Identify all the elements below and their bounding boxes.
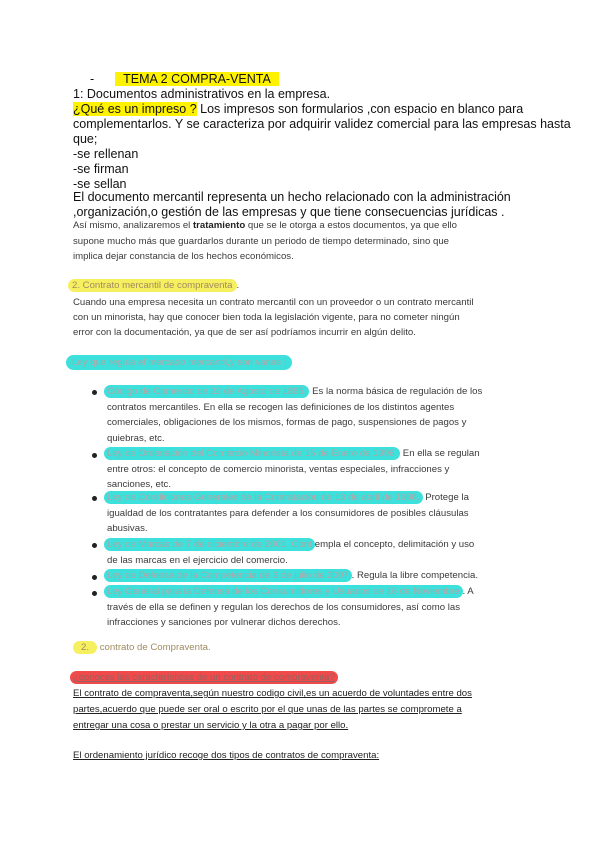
ley-heading: Ley que regula el mercado mercantil,y son varias :	[66, 357, 292, 368]
title: TEMA 2 COMPRA-VENTA	[115, 72, 279, 86]
impreso-question-line	[73, 102, 523, 116]
documento-line1: El documento mercantil representa un hecho relacionado con la administración	[73, 190, 511, 204]
bullet	[92, 390, 97, 395]
law-item: Código de Comercio de 22 de Agosto de 1885. Es la norma básica de regulación de los	[104, 386, 482, 397]
section2-p2: con un minorista, hay que conocer bien toda la legislación vigente, para no cometer ningún	[73, 312, 460, 323]
section2-heading-highlight: 2. Contrato mercantil de compraventa	[68, 279, 237, 292]
impreso-item: -se sellan	[73, 177, 127, 191]
law-item: Ley de Defensa de la Competencia de 3 de julio de 2007 . Regula la libre competencia.	[104, 570, 478, 581]
law-text: de las marcas en el ejercicio del comercio.	[107, 555, 288, 566]
law-item: Ley de Ordenación del Comercio Minorista de 15 de Enero de 1996. En ella se regulan	[104, 448, 480, 459]
section2-p1: Cuando una empresa necesita un contrato mercantil con un proveedor o un contrato mercantil	[73, 297, 474, 308]
section2-p3: error con la documentación, ya que de ser así podríamos incurrir en algún delito.	[73, 327, 416, 338]
section3-heading: 2. contrato de Compraventa.	[73, 642, 211, 653]
bullet	[92, 591, 97, 596]
impreso-line3: que;	[73, 132, 98, 146]
law-text: entre otros: el concepto de comercio minorista, ventas especiales, infracciones y	[107, 464, 450, 475]
tratamiento-line2: supone mucho más que guardarlos durante un periodo de tiempo determinado, sino que	[73, 236, 450, 247]
law-text: contratos mercantiles. En ella se recogen las definiciones de los distintos agentes	[107, 402, 455, 413]
section3-p4: El ordenamiento jurídico recoge dos tipos de contratos de compraventa:	[73, 750, 380, 761]
bullet	[92, 496, 97, 501]
law-text: infracciones y sanciones por vulnerar dichos derechos.	[107, 617, 341, 628]
section3-number: 2.	[73, 641, 97, 654]
section3-p2: partes,acuerdo que puede ser oral o escrito por el que unas de las partes se compromete a	[73, 704, 462, 715]
title-line	[90, 72, 279, 86]
impreso-line2: complementarlos. Y se caracteriza por adquirir validez comercial para las empresas hasta	[73, 117, 571, 131]
tratamiento-line3: implica dejar constancia de los hechos económicos.	[73, 251, 294, 262]
section3-question: ¿conoces las características de un contrato de compraventa?	[70, 672, 338, 683]
tratamiento-bold: tratamiento	[192, 220, 246, 231]
documento-line2: ,organización,o gestión de las empresas y que tiene consecuencias jurídicas .	[73, 205, 505, 219]
section3-p1: El contrato de compraventa,según nuestro codigo civil,es un acuerdo de voluntades entre dos	[73, 688, 472, 699]
law-item: Ley de Marcas de 7 de diciembre de 2001. Cont empla el concepto, delimitación y uso	[104, 539, 474, 550]
impreso-question: ¿Qué es un impreso ?	[73, 102, 197, 116]
section1-heading: 1: Documentos administrativos en la empresa.	[73, 87, 331, 101]
impreso-item: -se firman	[73, 162, 129, 176]
law-item: Ley General para la Defensa de los Consumidores y Usuarios de 16 de Noviembre . A	[104, 586, 474, 597]
bullet	[92, 575, 97, 580]
law-text: abusivas.	[107, 523, 148, 534]
tratamiento-line1: Así mismo, analizaremos el tratamiento que se le otorga a estos documentos, ya que ello	[73, 220, 457, 231]
law-name: Ley General para la Defensa de los Consumidores y Usuarios de 16 de Noviembre	[104, 585, 463, 598]
law-text: quiebras, etc.	[107, 433, 165, 444]
law-text: sanciones, etc.	[107, 479, 171, 490]
impreso-item: -se rellenan	[73, 147, 139, 161]
law-text: comerciales, obligaciones de los mismos, formas de pago, suspensiones de pagos y	[107, 417, 467, 428]
section3-p3: entregar una cosa o prestar un servicio y la otra a pagar por ello.	[73, 720, 349, 731]
law-item: Ley de Condiciones Generales de la Contratación de 13 de abril de 1998. Protege la	[104, 492, 469, 503]
law-name: Ley de Defensa de la Competencia de 3 de julio de 2007	[104, 569, 352, 582]
law-name: Ley de Ordenación del Comercio Minorista de 15 de Enero de 1996.	[104, 447, 400, 460]
law-name: Ley de Marcas de 7 de diciembre de 2001. Cont	[104, 538, 315, 551]
title-dash: -	[90, 72, 95, 86]
impreso-answer: Los impresos son formularios ,con espacio en blanco para	[196, 102, 524, 116]
law-name: Código de Comercio de 22 de Agosto de 1885.	[104, 385, 309, 398]
bullet	[92, 453, 97, 458]
bullet	[92, 543, 97, 548]
law-text: igualdad de los contratantes para defender a los consumidores de posibles cláusulas	[107, 508, 469, 519]
law-name: Ley de Condiciones Generales de la Contratación de 13 de abril de 1998.	[104, 491, 423, 504]
law-text: través de ella se definen y regulan los derechos de los consumidores, así como las	[107, 602, 461, 613]
section2-heading: 2. Contrato mercantil de compraventa .	[68, 280, 239, 291]
